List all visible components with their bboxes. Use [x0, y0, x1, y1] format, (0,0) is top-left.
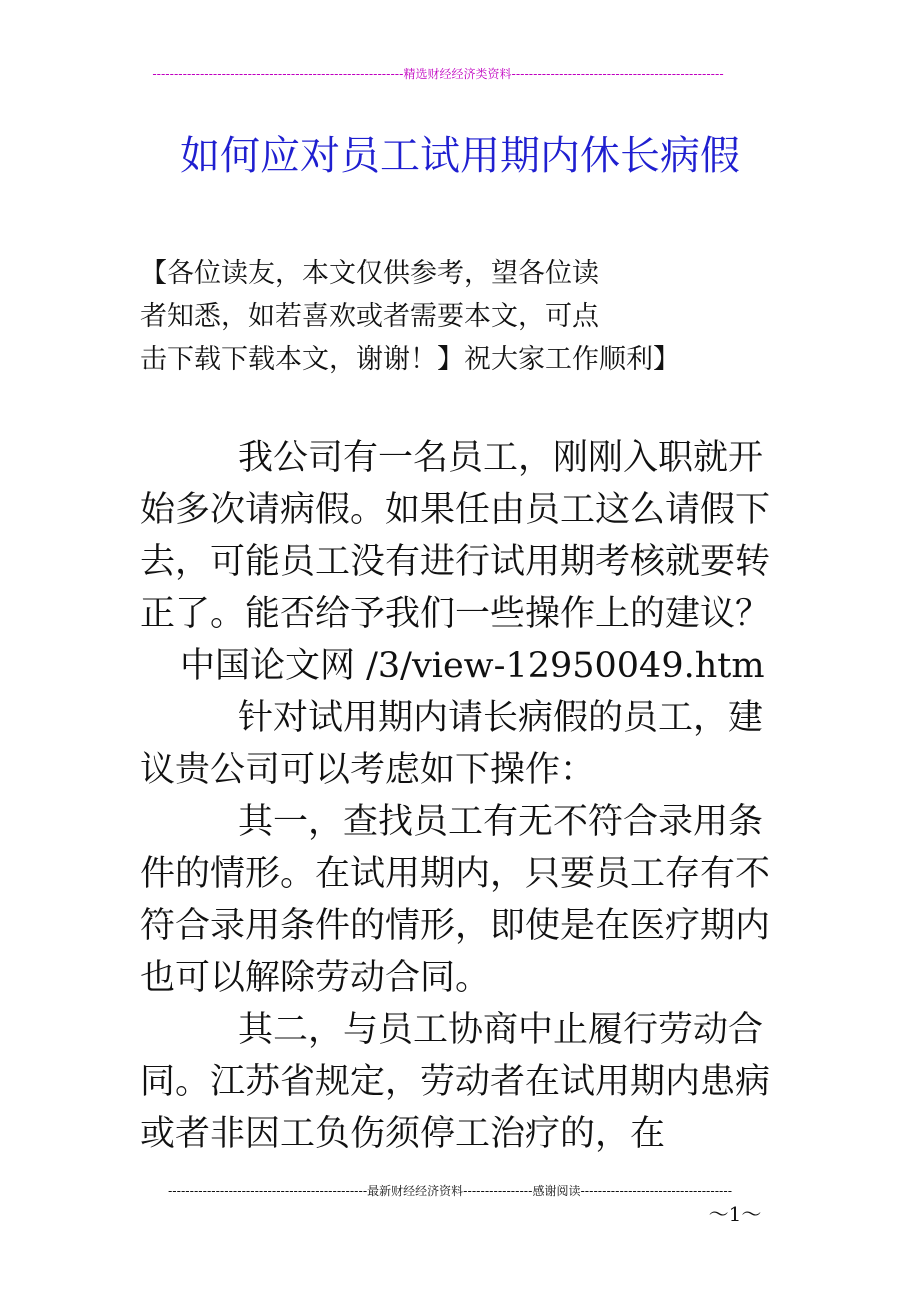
article-body: [140, 432, 790, 1160]
notice-line-2: 者知悉，如若喜欢或者需要本文，可点: [140, 301, 599, 332]
paragraph-point-two: 其二，与员工协商中止履行劳动合同。江苏省规定，劳动者在试用期内患病或者非因工负伤须停工治疗的，在: [140, 1010, 771, 1154]
footer-label-right: 感谢阅读: [532, 1184, 581, 1198]
notice-line-1: 【各位读友，本文仅供参考，望各位读: [140, 258, 599, 289]
paragraph-question: 我公司有一名员工，刚刚入职就开始多次请病假。如果任由员工这么请假下去，可能员工没有进行试用期考核就要转正了。能否给予我们一些操作上的建议？: [140, 438, 771, 634]
header-label: 精选财经经济类资料: [403, 67, 512, 81]
paragraph-point-one: 其一，查找员工有无不符合录用条件的情形。在试用期内，只要员工存有不符合录用条件的情形，即使是在医疗期内也可以解除劳动合同。: [140, 802, 771, 998]
source-reference: 中国论文网 /3/view-12950049.htm: [180, 646, 765, 686]
notice-line-3: 击下载下载本文，谢谢！】祝大家工作顺利】: [140, 344, 680, 375]
paragraph-answer-intro: 针对试用期内请长病假的员工，建议贵公司可以考虑如下操作：: [140, 698, 764, 790]
page-number: ～1～: [708, 1202, 762, 1226]
footer-rule: ----------------------------------------------最新财经经济资料----------------感谢阅读-----------------------------------: [167, 1184, 733, 1198]
footer-label-left: 最新财经经济资料: [367, 1184, 464, 1198]
header-rule: ----------------------------------------------------------精选财经经济类资料-------------------------------------------------: [152, 67, 724, 81]
reader-notice: [140, 252, 780, 381]
document-title: 如何应对员工试用期内休长病假: [180, 133, 740, 179]
